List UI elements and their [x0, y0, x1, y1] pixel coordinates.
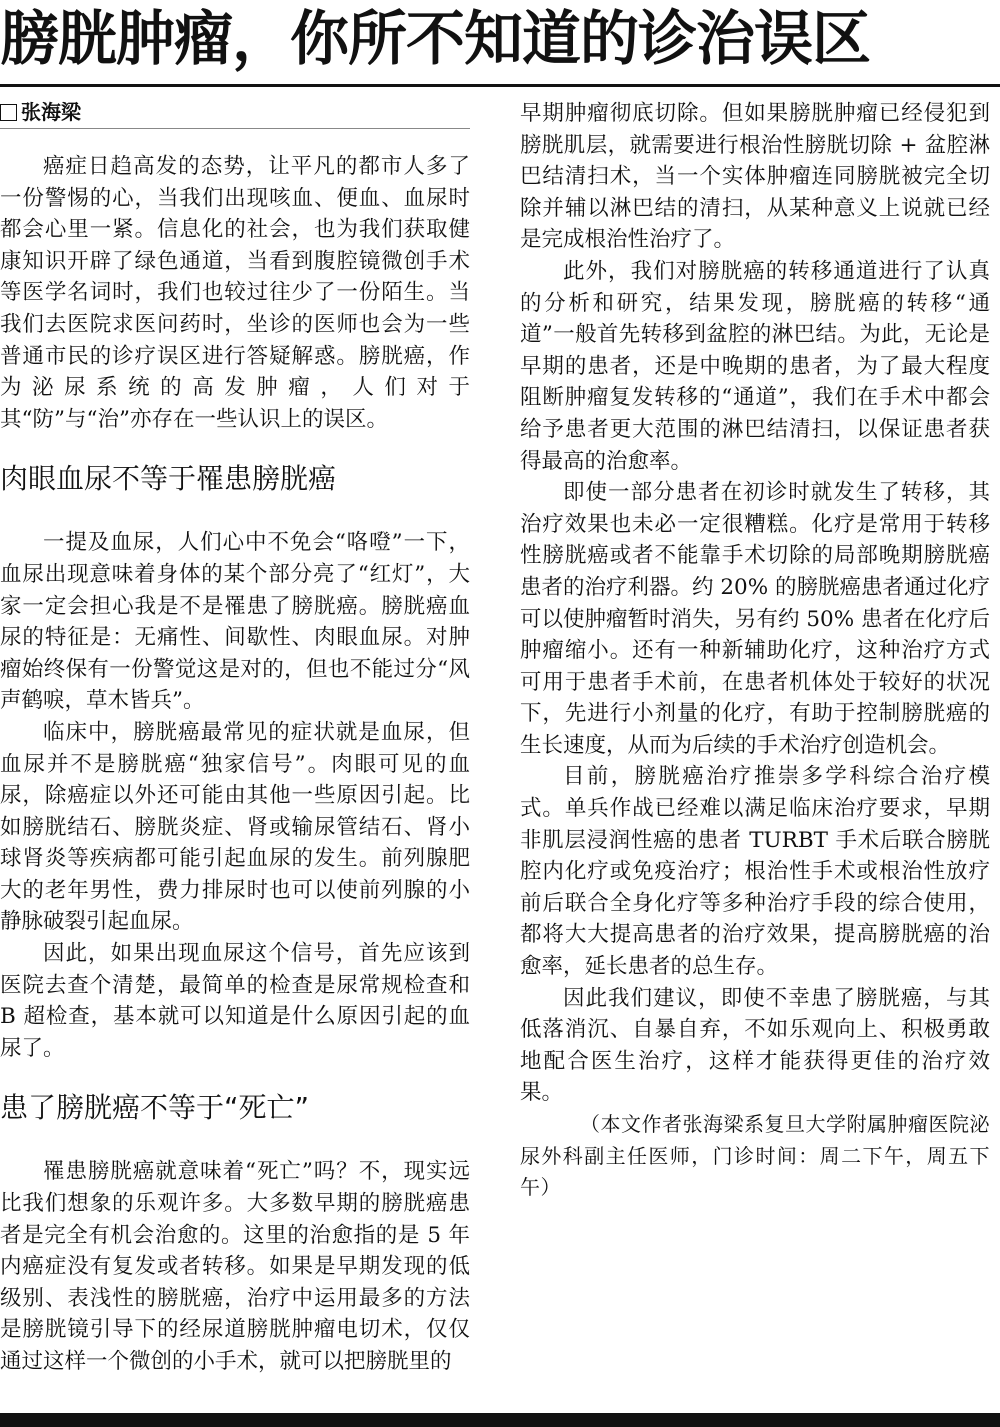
- paragraph: 此外，我们对膀胱癌的转移通道进行了认真的分析和研究，结果发现，膀胱癌的转移“通道”一般首先转移到盆腔的淋巴结。为此，无论是早期的患者，还是中晚期的患者，为了最大程度阻断肿瘤复发转移的“通道”，我们在手术中都会给予患者更大范围的淋巴结清扫，以保证患者获得最高的治愈率。: [520, 258, 990, 474]
- intro-paragraph: 癌症日趋高发的态势，让平凡的都市人多了一份警惕的心，当我们出现咳血、便血、血尿时都会心里一紧。信息化的社会，也为我们获取健康知识开辟了绿色通道，当看到腹腔镜微创手术等医学名词时，我们也较过往少了一份陌生。当我们去医院求医问药时，坐诊的医师也会为一些普通市民的诊疗误区进行答疑解惑。膀胱癌，作为泌尿系统的高发肿瘤，人们对于其“防”与“治”亦存在一些认识上的误区。: [0, 154, 470, 432]
- right-column: [520, 98, 990, 1204]
- author-note: （本文作者张海梁系复旦大学附属肿瘤医院泌尿外科副主任医师，门诊时间：周二下午，周五下午）: [520, 1112, 990, 1200]
- paragraph: 因此，如果出现血尿这个信号，首先应该到医院去查个清楚，最简单的检查是尿常规检查和 B 超检查，基本就可以知道是什么原因引起的血尿了。: [0, 941, 470, 1061]
- byline-box-icon: [0, 104, 17, 121]
- byline: [0, 96, 470, 129]
- paragraph: 因此我们建议，即使不幸患了膀胱癌，与其低落消沉、自暴自弃，不如乐观向上、积极勇敢地配合医生治疗，这样才能获得更佳的治疗效果。: [520, 985, 990, 1106]
- article-title: 膀胱肿瘤，你所不知道的诊治误区: [0, 4, 871, 73]
- left-column: [0, 96, 470, 1378]
- paragraph: 目前，膀胱癌治疗推崇多学科综合治疗模式。单兵作战已经难以满足临床治疗要求，早期非肌层浸润性癌的患者 TURBT 手术后联合膀胱腔内化疗或免疫治疗；根治性手术或根治性放疗前后联合全身化疗等多种治疗手段的综合使用，都将大大提高患者的治疗效果，提高膀胱癌的治愈率，延长患者的总生存。: [520, 764, 990, 980]
- section-heading-not-death: 患了膀胱癌不等于“死亡”: [0, 1091, 310, 1125]
- title-rule: [0, 84, 1000, 87]
- paragraph: 临床中，膀胱癌最常见的症状就是血尿，但血尿并不是膀胱癌“独家信号”。肉眼可见的血尿，除癌症以外还可能由其他一些原因引起。比如膀胱结石、膀胱炎症、肾或输尿管结石、肾小球肾炎等疾病都可能引起血尿的发生。前列腺肥大的老年男性，费力排尿时也可以使前列腺的小静脉破裂引起血尿。: [0, 719, 470, 935]
- paragraph: 即使一部分患者在初诊时就发生了转移，其治疗效果也未必一定很糟糕。化疗是常用于转移性膀胱癌或者不能靠手术切除的局部晚期膀胱癌患者的治疗利器。约 20% 的膀胱癌患者通过化疗可以使肿瘤暂时消失，另有约 50% 患者在化疗后肿瘤缩小。还有一种新辅助化疗，这种治疗方式可用于患者手术前，在患者机体处于较好的状况下，先进行小剂量的化疗，有助于控制膀胱癌的生长速度，从而为后续的手术治疗创造机会。: [520, 480, 990, 758]
- section-heading-hematuria: 肉眼血尿不等于罹患膀胱癌: [0, 462, 337, 496]
- bottom-rule: [0, 1413, 1000, 1427]
- author-name: 张海梁: [21, 100, 81, 124]
- paragraph-continued: 早期肿瘤彻底切除。但如果膀胱肿瘤已经侵犯到膀胱肌层，就需要进行根治性膀胱切除 + 盆腔淋巴结清扫术，当一个实体肿瘤连同膀胱被完全切除并辅以淋巴结的清扫，从某种意义上说就已经是完成根治性治疗了。: [520, 101, 990, 253]
- paragraph: 一提及血尿，人们心中不免会“咯噔”一下，血尿出现意味着身体的某个部分亮了“红灯”，大家一定会担心我是不是罹患了膀胱癌。膀胱癌血尿的特征是：无痛性、间歇性、肉眼血尿。对肿瘤始终保有一份警觉这是对的，但也不能过分“风声鹤唳，草木皆兵”。: [0, 530, 470, 714]
- paragraph: 罹患膀胱癌就意味着“死亡”吗？不，现实远比我们想象的乐观许多。大多数早期的膀胱癌患者是完全有机会治愈的。这里的治愈指的是 5 年内癌症没有复发或者转移。如果是早期发现的低级别、表浅性的膀胱癌，治疗中运用最多的方法是膀胱镜引导下的经尿道膀胱肿瘤电切术，仅仅通过这样一个微创的小手术，就可以把膀胱里的: [0, 1159, 470, 1374]
